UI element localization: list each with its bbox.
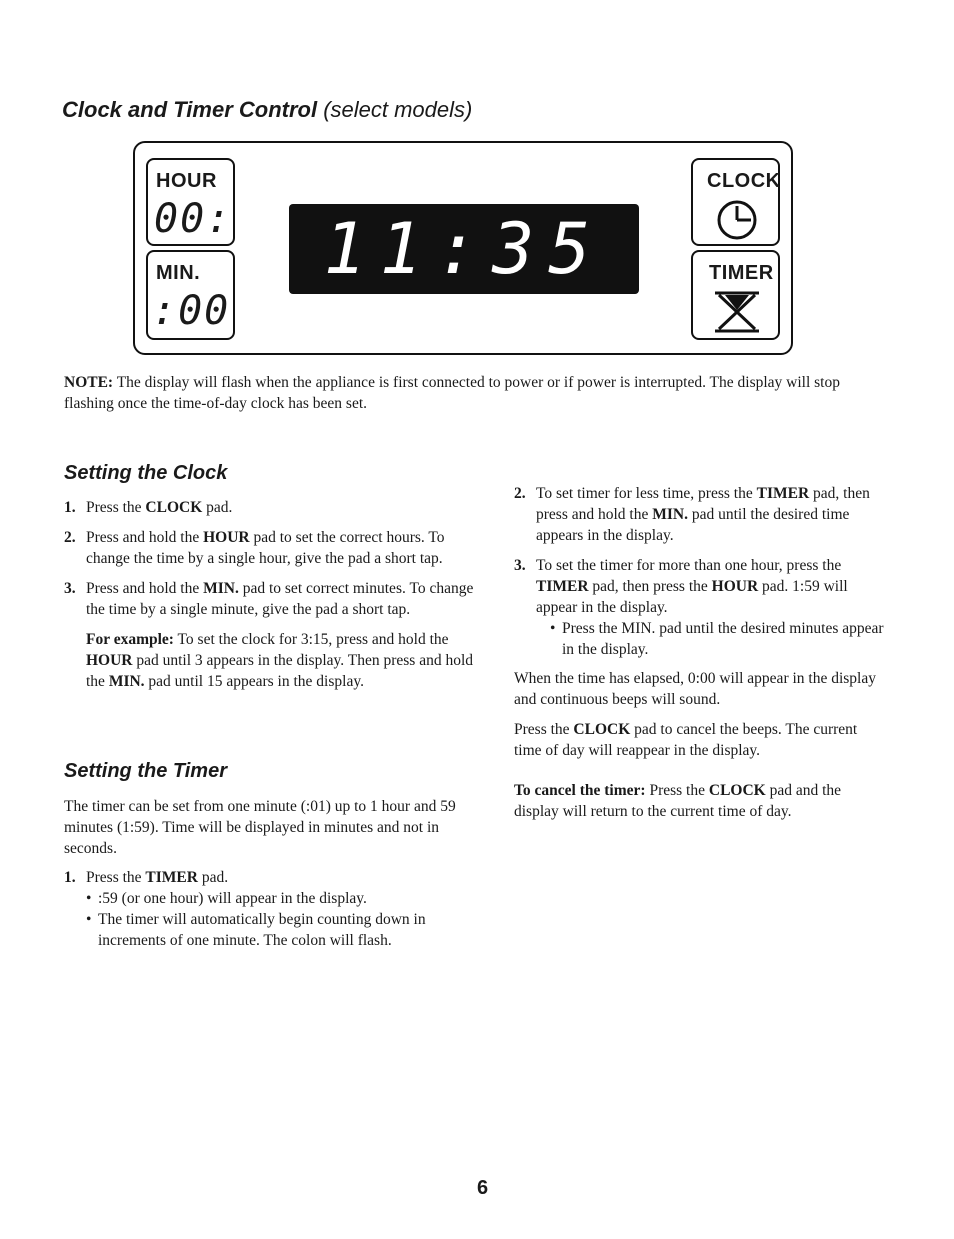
hour-digits: 00: xyxy=(154,196,233,242)
min-digits: :00 xyxy=(152,288,231,334)
cancel-timer-paragraph: To cancel the timer: Press the CLOCK pad and the display will return to the current time of day. xyxy=(514,782,842,820)
min-pad-label: MIN. xyxy=(156,262,201,284)
bullet-item: • Press the MIN. pad until the desired minutes appear in the display. xyxy=(550,618,884,660)
time-display xyxy=(289,204,639,294)
setting-clock-heading: Setting the Clock xyxy=(64,462,228,484)
timer-pad-label: TIMER xyxy=(709,262,774,284)
setting-timer-steps xyxy=(514,483,884,822)
hourglass-icon xyxy=(711,290,763,334)
setting-timer-intro: The timer can be set from one minute (:01) up to 1 hour and 59 minutes (1:59). Time will be displayed in minutes and not in seconds. xyxy=(64,798,456,857)
hour-pad[interactable] xyxy=(146,158,235,246)
bullet-item: • The timer will automatically begin counting down in increments of one minute. The colon will flash. xyxy=(86,909,488,951)
setting-timer-step1 xyxy=(64,867,488,951)
list-item: 1. Press the CLOCK pad. xyxy=(64,499,233,516)
min-pad[interactable] xyxy=(146,250,235,340)
clock-pad-label: CLOCK xyxy=(707,170,781,192)
hour-pad-label: HOUR xyxy=(156,170,217,192)
setting-timer-heading: Setting the Timer xyxy=(64,760,227,782)
list-item: 2. To set timer for less time, press the TIMER pad, then press and hold the MIN. pad until the desired time appears in the display. xyxy=(514,485,870,544)
cancel-beeps-paragraph: Press the CLOCK pad to cancel the beeps. The current time of day will reappear in the display. xyxy=(514,721,858,759)
list-item: 3. To set the timer for more than one hour, press the TIMER pad, then press the HOUR pad. 1:59 will appear in the display. • Press the MIN. pad until the desired minutes appear in the display. xyxy=(514,555,884,660)
display-digits: 11:35 xyxy=(323,208,605,290)
note: NOTE: The display will flash when the appliance is first connected to power or if power is interrupted. The display will stop flashing once the time-of-day clock has been set. xyxy=(64,374,840,412)
timer-pad[interactable] xyxy=(691,250,780,340)
setting-clock-steps xyxy=(64,497,488,692)
clock-pad[interactable] xyxy=(691,158,780,246)
list-item: 3. Press and hold the MIN. pad to set correct minutes. To change the time by a single minute, give the pad a short tap. xyxy=(64,580,474,618)
page-number: 6 xyxy=(477,1177,489,1199)
clock-icon xyxy=(715,198,759,242)
example-paragraph: For example: To set the clock for 3:15, press and hold the HOUR pad until 3 appears in the display. Then press and hold the MIN. pad until 15 appears in the display. xyxy=(86,631,474,690)
page-title: Clock and Timer Control (select models) xyxy=(62,97,473,122)
list-item: 1. Press the TIMER pad. xyxy=(64,869,229,886)
list-item: 2. Press and hold the HOUR pad to set the correct hours. To change the time by a single hour, give the pad a short tap. xyxy=(64,529,445,567)
bullet-item: • :59 (or one hour) will appear in the display. xyxy=(86,888,488,909)
elapsed-paragraph: When the time has elapsed, 0:00 will appear in the display and continuous beeps will sound. xyxy=(514,670,876,708)
